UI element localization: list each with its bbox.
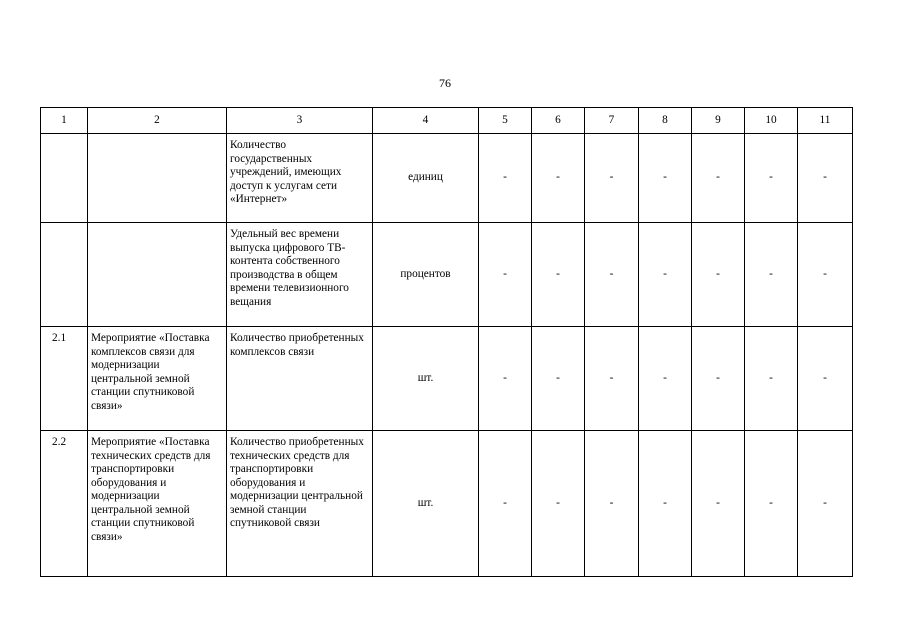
- table-row: [41, 223, 853, 327]
- column-header: 10: [745, 108, 798, 134]
- value-cell: -: [585, 134, 639, 223]
- event-cell: Мероприятие «Поставка комплексов связи для модернизации центральной земной станции спутниковой связи»: [88, 327, 227, 431]
- indicator-cell: Количество государственных учреждений, имеющих доступ к услугам сети «Интернет»: [227, 134, 373, 223]
- column-header: 11: [798, 108, 853, 134]
- column-header: 2: [88, 108, 227, 134]
- value-cell: -: [639, 223, 692, 327]
- unit-cell: процентов: [373, 223, 479, 327]
- value-cell: -: [692, 431, 745, 577]
- value-cell: -: [532, 431, 585, 577]
- column-header: 8: [639, 108, 692, 134]
- column-header: 9: [692, 108, 745, 134]
- value-cell: -: [798, 223, 853, 327]
- value-cell: -: [479, 327, 532, 431]
- value-cell: -: [692, 327, 745, 431]
- row-number-cell: 2.2: [41, 431, 88, 577]
- column-header: 4: [373, 108, 479, 134]
- column-header: 6: [532, 108, 585, 134]
- value-cell: -: [798, 327, 853, 431]
- value-cell: -: [639, 431, 692, 577]
- value-cell: -: [479, 431, 532, 577]
- value-cell: -: [745, 134, 798, 223]
- value-cell: -: [692, 134, 745, 223]
- value-cell: -: [479, 223, 532, 327]
- indicators-table: [40, 107, 853, 577]
- page-number: 76: [439, 76, 451, 90]
- event-cell: [88, 223, 227, 327]
- value-cell: -: [532, 134, 585, 223]
- unit-cell: шт.: [373, 327, 479, 431]
- value-cell: -: [639, 134, 692, 223]
- row-number-cell: [41, 223, 88, 327]
- table-row: [41, 327, 853, 431]
- indicator-cell: Удельный вес времени выпуска цифрового ТВ-контента собственного производства в общем времени телевизионного вещания: [227, 223, 373, 327]
- value-cell: -: [532, 327, 585, 431]
- value-cell: -: [479, 134, 532, 223]
- event-cell: [88, 134, 227, 223]
- column-header: 1: [41, 108, 88, 134]
- indicator-cell: Количество приобретенных комплексов связи: [227, 327, 373, 431]
- table-row: [41, 431, 853, 577]
- table-header-row: [41, 108, 853, 134]
- value-cell: -: [798, 431, 853, 577]
- value-cell: -: [639, 327, 692, 431]
- value-cell: -: [532, 223, 585, 327]
- unit-cell: единиц: [373, 134, 479, 223]
- value-cell: -: [745, 327, 798, 431]
- value-cell: -: [692, 223, 745, 327]
- value-cell: -: [585, 431, 639, 577]
- event-cell: Мероприятие «Поставка технических средств для транспортировки оборудования и модернизации центральной земной станции спутниковой связи»: [88, 431, 227, 577]
- row-number-cell: 2.1: [41, 327, 88, 431]
- row-number-cell: [41, 134, 88, 223]
- indicator-cell: Количество приобретенных технических средств для транспортировки оборудования и модернизации центральной земной станции спутниковой связи: [227, 431, 373, 577]
- value-cell: -: [745, 431, 798, 577]
- column-header: 5: [479, 108, 532, 134]
- column-header: 7: [585, 108, 639, 134]
- value-cell: -: [798, 134, 853, 223]
- column-header: 3: [227, 108, 373, 134]
- table-row: [41, 134, 853, 223]
- value-cell: -: [585, 327, 639, 431]
- value-cell: -: [585, 223, 639, 327]
- value-cell: -: [745, 223, 798, 327]
- unit-cell: шт.: [373, 431, 479, 577]
